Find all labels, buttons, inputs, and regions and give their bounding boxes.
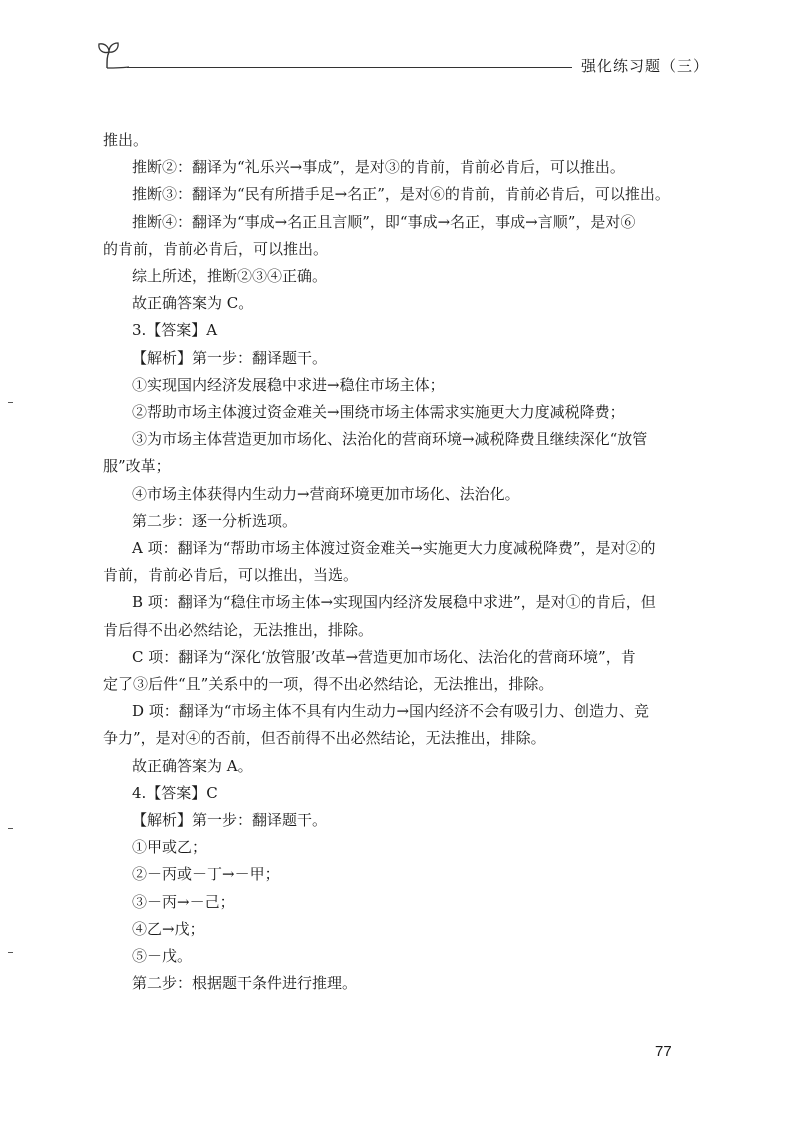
header-title: 强化练习题（三） [581,57,710,75]
margin-mark [8,828,13,829]
sprout-icon [95,40,131,70]
text-line: 推断②：翻译为“礼乐兴→事成”，是对③的肯前，肯前必肯后，可以推出。 [132,158,625,177]
text-line: 推出。 [103,131,149,149]
page-number: 77 [655,1043,672,1060]
text-line: ②帮助市场主体渡过资金难关→围绕市场主体需求实施更大力度减税降费； [132,403,625,422]
text-line: 推断④：翻译为“事成→名正且言顺”，即“事成→名正，事成→言顺”，是对⑥ [132,212,636,231]
text-line: 肯前，肯前必肯后，可以推出，当选。 [103,566,359,585]
text-line: ②－丙或－丁→－甲； [132,865,280,884]
text-line: 3.【答案】A [132,321,218,340]
text-line: 故正确答案为 A。 [132,756,253,775]
text-line: 争力”，是对④的否前，但否前得不出必然结论，无法推出，排除。 [103,729,546,748]
text-line: D 项：翻译为“市场主体不具有内生动力→国内经济不会有吸引力、创造力、竞 [132,702,650,721]
text-line: ③为市场主体营造更加市场化、法治化的营商环境→减税降费且继续深化“放管 [132,430,648,449]
text-line: 综上所述，推断②③④正确。 [132,267,328,286]
document-body [103,127,685,998]
margin-mark [8,952,13,953]
text-line: 故正确答案为 C。 [132,294,254,313]
text-line: ③－丙→－己； [132,892,235,911]
text-line: ①甲或乙； [132,838,208,857]
text-line: 4.【答案】C [132,783,218,802]
text-line: 定了③后件“且”关系中的一项，得不出必然结论，无法推出，排除。 [103,675,554,694]
text-line: B 项：翻译为“稳住市场主体→实现国内经济发展稳中求进”，是对①的肯后，但 [132,593,656,612]
margin-mark [8,402,13,403]
text-line: 服”改革； [103,457,171,476]
text-line: ④乙→戊； [132,919,205,938]
header-rule [127,67,572,68]
text-line: 的肯前，肯前必肯后，可以推出。 [103,239,329,258]
text-line: 推断③：翻译为“民有所措手足→名正”，是对⑥的肯前，肯前必肯后，可以推出。 [132,185,670,204]
text-line: ④市场主体获得内生动力→营商环境更加市场化、法治化。 [132,484,520,503]
text-line: 肯后得不出必然结论，无法推出，排除。 [103,620,374,639]
text-line: 【解析】第一步：翻译题干。 [132,811,328,830]
text-line: ⑤－戊。 [132,947,193,966]
text-line: 第二步：根据题干条件进行推理。 [132,974,358,993]
text-line: 第二步：逐一分析选项。 [132,511,298,530]
text-line: 【解析】第一步：翻译题干。 [132,348,328,367]
text-line: C 项：翻译为“深化‘放管服’改革→营造更加市场化、法治化的营商环境”，肯 [132,647,636,666]
text-line: A 项：翻译为“帮助市场主体渡过资金难关→实施更大力度减税降费”，是对②的 [132,539,656,558]
text-line: ①实现国内经济发展稳中求进→稳住市场主体； [132,375,445,394]
page-header [95,40,710,80]
